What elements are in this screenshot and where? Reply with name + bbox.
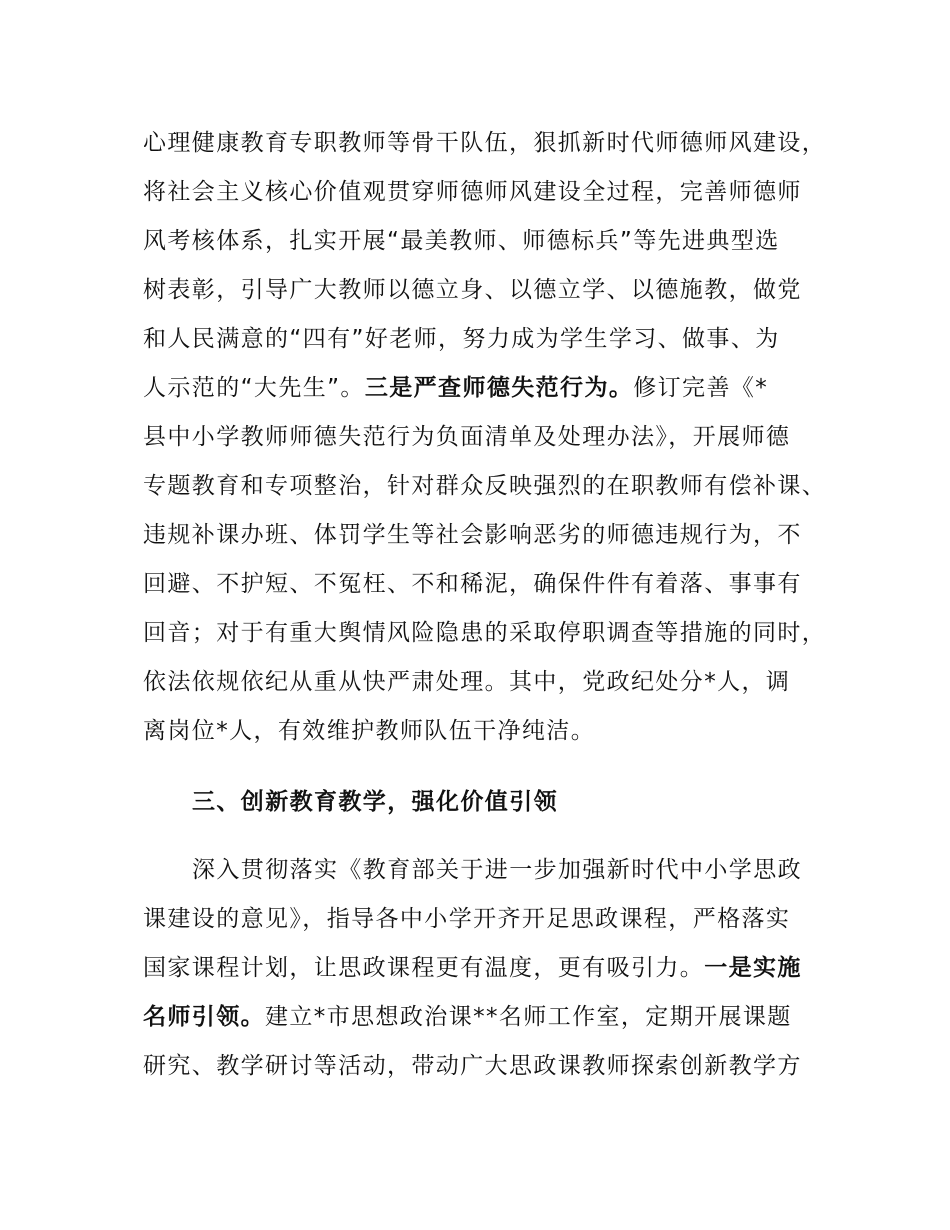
text-line: 违规补课办班、体罚学生等社会影响恶劣的师德违规行为，不 <box>143 522 802 548</box>
text-line: 专题教育和专项整治，针对群众反映强烈的在职教师有偿补课、 <box>143 473 827 499</box>
text-span: 人示范的“大先生”。 <box>143 375 365 401</box>
text-line: 深入贯彻落实《教育部关于进一步加强新时代中小学思政 <box>192 857 802 883</box>
text-line: 研究、教学研讨等活动，带动广大思政课教师探索创新教学方 <box>143 1053 802 1079</box>
text-line: 依法依规依纪从重从快严肃处理。其中，党政纪处分*人，调 <box>143 669 791 695</box>
text-line: 将社会主义核心价值观贯穿师德师风建设全过程，完善师德师 <box>143 179 802 205</box>
text-line: 县中小学教师师德失范行为负面清单及处理办法》，开展师德 <box>143 424 791 450</box>
text-line: 风考核体系，扎实开展“最美教师、师德标兵”等先进典型选 <box>143 228 780 254</box>
text-line: 课建设的意见》，指导各中小学开齐开足思政课程，严格落实 <box>143 906 791 932</box>
bold-lead-phrase: 一是实施 <box>704 955 802 981</box>
text-line: 回音；对于有重大舆情风险隐患的采取停职调查等措施的同时， <box>143 620 827 646</box>
bold-lead-phrase: 三是严查师德失范行为。 <box>364 375 634 401</box>
text-line <box>143 997 833 1037</box>
section-heading: 三、创新教育教学，强化价值引领 <box>192 789 558 815</box>
text-span: 国家课程计划，让思政课程更有温度，更有吸引力。 <box>143 955 705 981</box>
text-line <box>143 368 833 408</box>
text-span: 修订完善《* <box>633 375 769 401</box>
text-line: 回避、不护短、不冤枉、不和稀泥，确保件件有着落、事事有 <box>143 571 802 597</box>
text-line: 心理健康教育专职教师等骨干队伍，狠抓新时代师德师风建设， <box>143 130 827 156</box>
text-span: 建立*市思想政治课**名师工作室，定期开展课题 <box>265 1004 792 1030</box>
bold-lead-phrase: 名师引领。 <box>143 1004 265 1030</box>
text-line <box>143 948 833 988</box>
text-line: 和人民满意的“四有”好老师，努力成为学生学习、做事、为 <box>143 326 780 352</box>
text-line: 树表彰，引导广大教师以德立身、以德立学、以德施教，做党 <box>143 277 802 303</box>
text-line: 离岗位*人，有效维护教师队伍干净纯洁。 <box>143 718 596 744</box>
